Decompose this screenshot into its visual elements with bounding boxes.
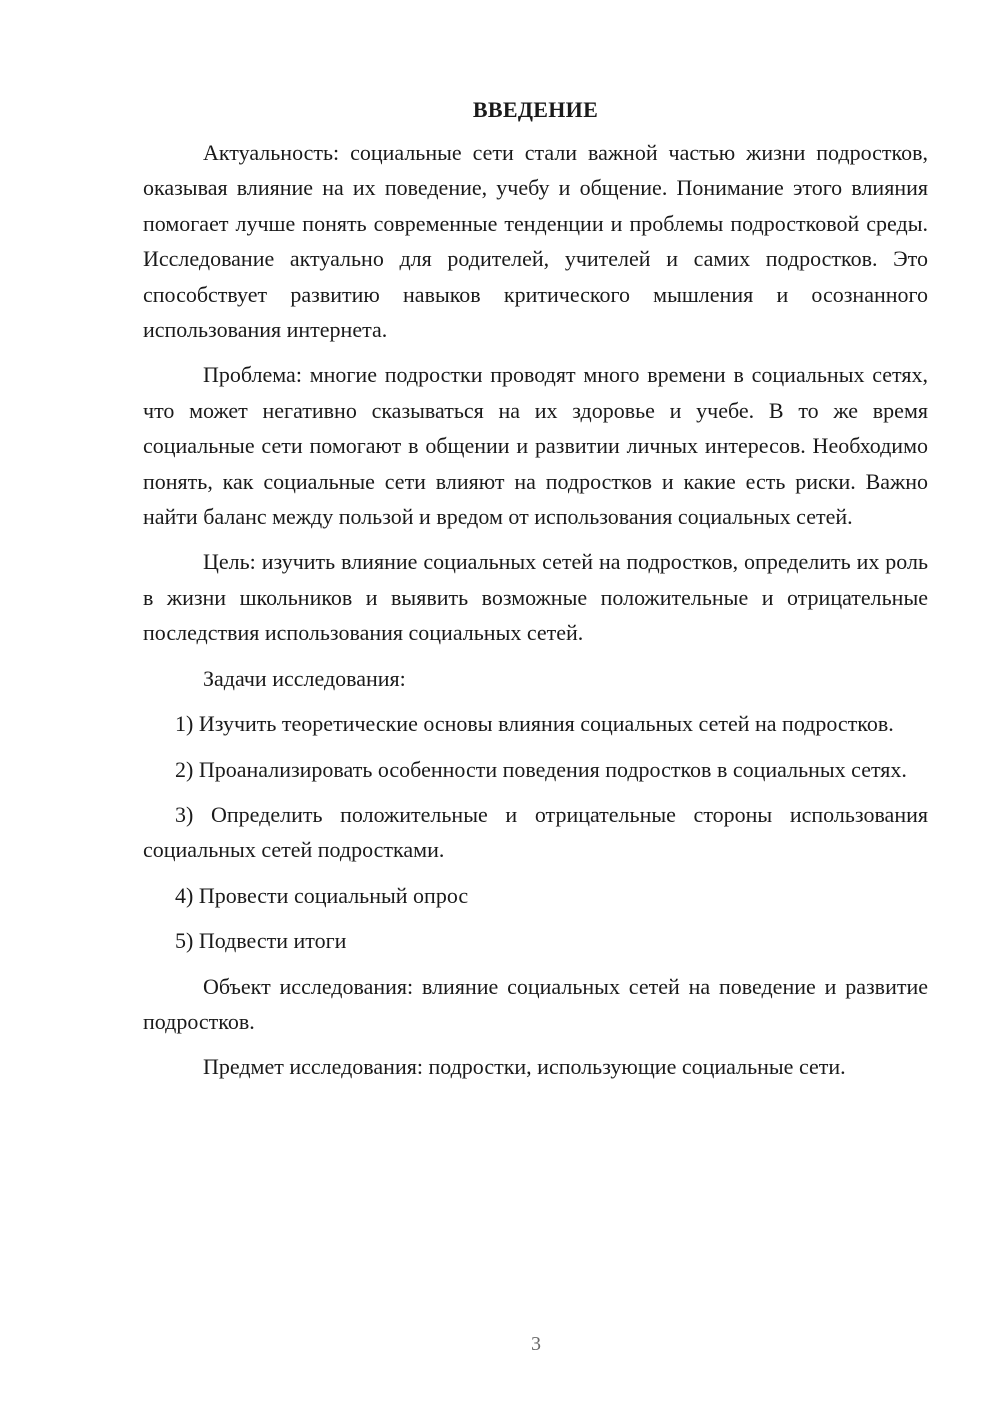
document-page (143, 95, 928, 1095)
goal-paragraph: Цель: изучить влияние социальных сетей на подростков, определить их роль в жизни школьников и выявить возможные положительные и отрицательные последствия использования социальных сетей. (143, 549, 928, 646)
task-item: 2) Проанализировать особенности поведения подростков в социальных сетях. (175, 756, 907, 782)
tasks-list (143, 706, 928, 958)
relevance-paragraph: Актуальность: социальные сети стали важной частью жизни подростков, оказывая влияние на их поведение, учебу и общение. Понимание этого влияния помогает лучше понять современные тенденции и проблемы подростковой среды. Исследование актуально для родителей, учителей и самих подростков. Это способствует развитию навыков критического мышления и осознанного использования интернета. (143, 140, 928, 343)
tasks-heading: Задачи исследования: (203, 665, 406, 691)
problem-paragraph: Проблема: многие подростки проводят много времени в социальных сетях, что может негативно сказываться на их здоровье и учебе. В то же время социальные сети помогают в общении и развитии личных интересов. Необходимо понять, как социальные сети влияют на подростков и какие есть риски. Важно найти баланс между пользой и вредом от использования социальных сетей. (143, 362, 928, 530)
task-item: 1) Изучить теоретические основы влияния социальных сетей на подростков. (175, 711, 894, 737)
page-number: 3 (531, 1333, 541, 1355)
task-item: 3) Определить положительные и отрицательные стороны использования социальных сетей подростками. (143, 801, 928, 863)
task-item: 4) Провести социальный опрос (175, 882, 469, 908)
object-paragraph: Объект исследования: влияние социальных сетей на поведение и развитие подростков. (143, 973, 928, 1034)
task-item: 5) Подвести итоги (175, 928, 347, 954)
page-title: ВВЕДЕНИЕ (472, 97, 599, 122)
subject-paragraph: Предмет исследования: подростки, использующие социальные сети. (203, 1054, 846, 1080)
